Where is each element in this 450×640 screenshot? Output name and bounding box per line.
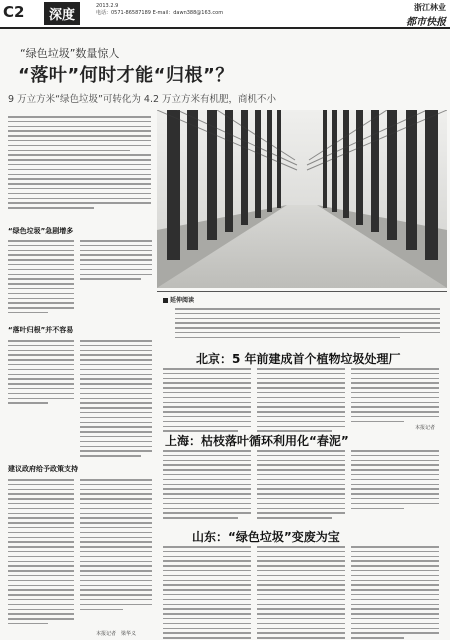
- article-col2-text: [80, 240, 152, 283]
- section-title-shanghai: 上海：枯枝落叶循环利用化“春泥”: [165, 434, 349, 448]
- square-bullet-icon: [163, 298, 168, 303]
- subhead-policy-support: 建议政府给予政策支持: [8, 465, 78, 473]
- section-code: C2: [3, 3, 25, 21]
- headline-subtitle: 9 万立方米“绿色垃圾”可转化为 4.2 万立方米有机肥，商机不小: [8, 94, 277, 105]
- beijing-col2-text: [257, 368, 345, 435]
- paper-name: 浙江林业: [414, 3, 446, 12]
- shandong-col3-text: [351, 546, 439, 640]
- beijing-col1-text: [163, 368, 251, 435]
- shanghai-col3-text: [351, 450, 439, 512]
- shandong-col2-text: [257, 546, 345, 640]
- paper-logo: 都市快报: [406, 17, 446, 28]
- shanghai-col1-text: [163, 450, 251, 522]
- masthead-meta: [96, 3, 223, 17]
- section-title-shandong: 山东：“绿色垃圾”变废为宝: [192, 530, 340, 544]
- shanghai-col2-text: [257, 450, 345, 522]
- section-title-beijing: 北京：5 年前建成首个植物垃圾处理厂: [196, 352, 401, 366]
- beijing-col3-text: [351, 368, 439, 426]
- tree-lined-road-photo: [157, 110, 447, 288]
- article-col2-text-3: [80, 479, 152, 613]
- phone-line: 电话：0571-86587189: [96, 10, 151, 16]
- headline-kicker: “绿色垃圾”数量惊人: [20, 47, 120, 60]
- headline-title: “落叶”何时才能“归根”？: [18, 65, 234, 86]
- masthead: [0, 0, 450, 29]
- tree-photo-graphic: [157, 110, 447, 288]
- right-box-byline: 本报记者: [415, 425, 436, 431]
- further-reading-intro: [175, 308, 440, 342]
- email-line: E-mail：dawn388@163.com: [152, 10, 224, 16]
- article-byline: 本报记者 梁华义: [96, 631, 137, 637]
- article-col1-text-2: [8, 340, 74, 407]
- article-intro-text: [8, 116, 151, 212]
- issue-date: 2013.2.9: [96, 3, 119, 9]
- article-col2-text-2: [80, 340, 152, 460]
- subhead-green-waste: “绿色垃圾”急剧增多: [8, 227, 74, 235]
- article-col1-text-3: [8, 479, 74, 628]
- section-name: 深度: [44, 2, 80, 25]
- subhead-leaves-to-roots: “落叶归根”并不容易: [8, 326, 74, 334]
- shandong-col1-text: [163, 546, 251, 640]
- article-col1-text: [8, 240, 74, 317]
- further-reading-label: 延伸阅读: [163, 295, 194, 304]
